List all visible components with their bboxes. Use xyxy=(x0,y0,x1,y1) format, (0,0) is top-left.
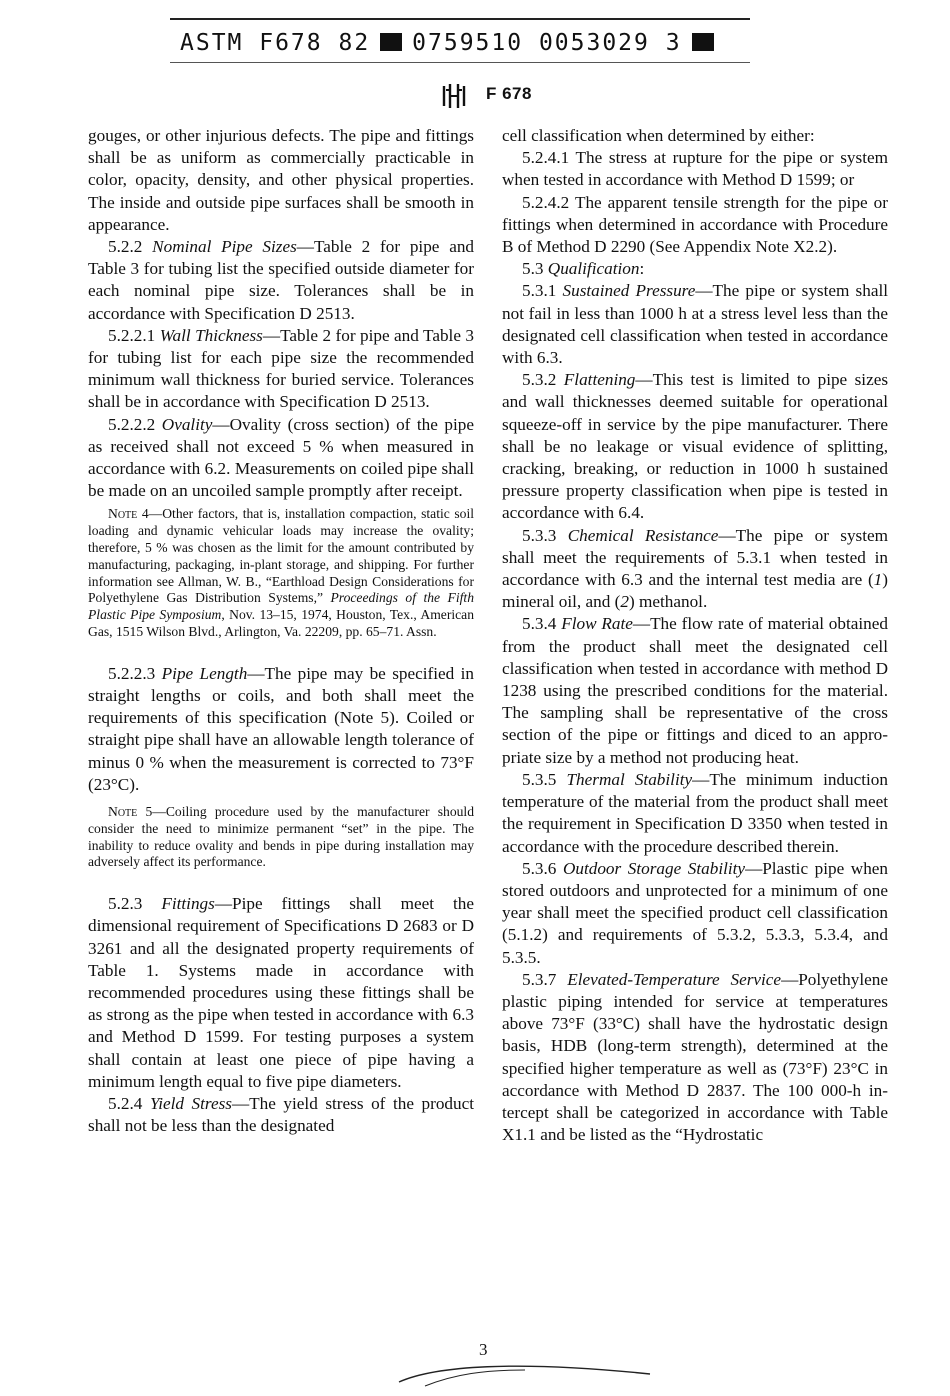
scan-code-b: 0759510 0053029 3 xyxy=(412,30,682,56)
section-title: Ovality xyxy=(161,414,213,434)
spacer xyxy=(88,881,474,893)
section-title: Yield Stress xyxy=(149,1094,232,1114)
section-title: Nominal Pipe Sizes xyxy=(152,237,297,257)
note-label: Note 5 xyxy=(108,804,153,820)
right-column xyxy=(502,125,888,1146)
left-column xyxy=(88,125,474,1137)
section-5-3-2: 5.3.2 Flattening—This test is limited to pipe sizes and wall thicknesses deemed suitable for operational squeeze-off in service by the pipe manufacturer. There shall be no leakage or visual evidence of splitting, cracking, breaking, or reduction in 1000 h sustained pressure property classification when pipe is tested in accordance with 6.4. xyxy=(502,370,889,523)
section-5-2-4-1: 5.2.4.1 The stress at rupture for the pipe or system when tested in accordance with Method D 1599; or xyxy=(502,148,888,190)
section-title: Outdoor Storage Stability xyxy=(562,858,746,878)
running-head xyxy=(0,80,950,110)
paragraph: cell classification when determined by either: xyxy=(502,126,815,145)
section-5-2-2: 5.2.2 Nominal Pipe Sizes—Table 2 for pipe and Table 3 for tubing list the specified outside diameter for each nominal pipe size. Tolerances shall be in accordance with Specification D 2513. xyxy=(88,237,475,323)
note-5: Note 5—Coiling procedure used by the manufacturer should consider the need to minimize permanent “set” in the pipe. The inability to reduce ovality and bends in pipe during installation may adversely affect its performance. xyxy=(88,804,474,870)
section-title: Wall Thickness xyxy=(159,325,263,345)
scan-code-a: ASTM F678 82 xyxy=(180,30,371,56)
section-5-2-2-1: 5.2.2.1 Wall Thickness—Table 2 for pipe and Table 3 for tubing list for each pipe size the recommended minimum wall thickness for buried service. Tolerances shall be in accordance with Specification D 2513. xyxy=(88,325,475,412)
section-title: Sustained Pressure xyxy=(562,281,696,301)
scan-block-mark xyxy=(692,33,714,51)
section-5-3: 5.3 Qualification: xyxy=(522,259,645,279)
section-5-2-2-3: 5.2.2.3 Pipe Length—The pipe may be specified in straight lengths or coils, and both shall meet the requirements of this specification (Note 5). Coiled or straight pipe shall have an allowable length tolerance of minus 0 % when the measurement is corrected to 73°F (23°C). xyxy=(88,663,474,794)
header-rule-bottom xyxy=(170,62,750,63)
page-number: 3 xyxy=(479,1340,488,1359)
header-rule-top xyxy=(170,18,750,20)
scan-code-line xyxy=(180,30,724,56)
section-title: Thermal Stability xyxy=(566,769,693,789)
spacer xyxy=(88,651,474,663)
standard-designation: F 678 xyxy=(486,84,532,103)
scan-header xyxy=(170,18,750,64)
footer-pen-stroke-icon xyxy=(395,1352,655,1392)
section-5-3-7: 5.3.7 Elevated-Temperature Service—Polyethylene plastic piping intended for service at temperatures above 73°F (33°C) shall have the hydrostatic design basis, HDB (long-term strength), determined at the specified higher temperature as well as (73°F) 23°C in accordance with Method D 2837. The 100 000-h intercept shall be categorized in accordance with Table X1.1 and be listed as the “Hydrostatic xyxy=(502,969,888,1145)
section-5-3-1: 5.3.1 Sustained Pressure—The pipe or system shall not fail in less than 1000 h at a stress level less than the designated cell classification when tested in accordance with 6.3. xyxy=(502,281,888,368)
section-5-3-3: 5.3.3 Chemical Resistance—The pipe or system shall meet the requirements of 5.3.1 when tested in accordance with 6.3 and the internal test media are (1) mineral oil, and (2) methanol. xyxy=(502,525,889,612)
section-title: Qualification xyxy=(547,259,640,279)
section-5-2-2-2: 5.2.2.2 Ovality—Ovality (cross section) of the pipe as received shall not exceed 5 % when measured in accordance with 6.2. Measurements on coiled pipe shall be made on an uncoiled sample promptly after receipt. xyxy=(88,414,475,501)
astm-logo-icon xyxy=(440,82,468,110)
section-5-2-3: 5.2.3 Fittings—Pipe fittings shall meet the dimensional requirement of Specifications D 2683 or D 3261 and all the designated property requirements of Table 1. Systems made in accordance with recommended procedures using these fittings shall be as strong as the pipe when tested in accordance with 6.3 and Method D 1599. For testing purposes a system shall contain at least one piece of pipe having a minimum length equal to five pipe diameters. xyxy=(88,894,474,1091)
section-5-3-5: 5.3.5 Thermal Stability—The minimum induction temperature of the material from the product shall meet the requirement in Specification D 3350 when tested in accordance with the procedure described therein. xyxy=(502,769,888,856)
section-5-2-4: 5.2.4 Yield Stress—The yield stress of the product shall not be less than the designated xyxy=(88,1094,475,1136)
section-title: Fittings xyxy=(161,894,215,914)
section-title: Chemical Resistance xyxy=(567,525,719,545)
section-title: Flattening xyxy=(563,370,636,390)
scan-block-mark xyxy=(380,33,402,51)
section-title: Flow Rate xyxy=(561,614,633,634)
note-4: Note 4—Other factors, that is, installation compaction, static soil loading and dynamic vehicular loads may increase the ovality; therefore, 5 % was chosen as the limit for the amount contributed by manufacturing, packaging, in-plant storage, and shipping. For further information see Allman, W. B., “Earthload Design Considerations for Polyethylene Gas Distribution Systems,” Proceedings of the Fifth Plastic Pipe Symposium, Nov. 13–15, 1974, Houston, Tex., American Gas, 1515 Wilson Blvd., Arlington, Va. 22209, pp. 65–71. Assn. xyxy=(88,506,475,640)
section-5-2-4-2: 5.2.4.2 The apparent tensile strength for the pipe or fittings when determined in accordance with Procedure B of Method D 2290 (See Appendix Note X2.2). xyxy=(502,192,888,257)
paragraph: gouges, or other injurious defects. The pipe and fittings shall be as uniform as commercially practicable in color, opacity, density, and other physical properties. The inside and outside pipe surfaces shall be smooth in appearance. xyxy=(88,126,474,234)
section-5-3-6: 5.3.6 Outdoor Storage Stability—Plastic pipe when stored outdoors and unprotected for a minimum of one year shall meet the specified product cell classification (5.1.2) and requirements of 5.3.2, 5.3.3, 5.3.4, and 5.3.5. xyxy=(502,858,889,967)
section-title: Elevated-Temperature Service xyxy=(567,969,782,989)
section-title: Pipe Length xyxy=(161,663,248,683)
note-label: Note 4 xyxy=(108,506,149,522)
section-5-3-4: 5.3.4 Flow Rate—The flow rate of material obtained from the product shall meet the designated cell classification when tested in accordance with method D 1238 using the prescribed conditions for the material. The sampling shall be representative of the cross section of the pipe or fittings and diced to an appropriate size by a method not producing heat. xyxy=(502,614,888,767)
